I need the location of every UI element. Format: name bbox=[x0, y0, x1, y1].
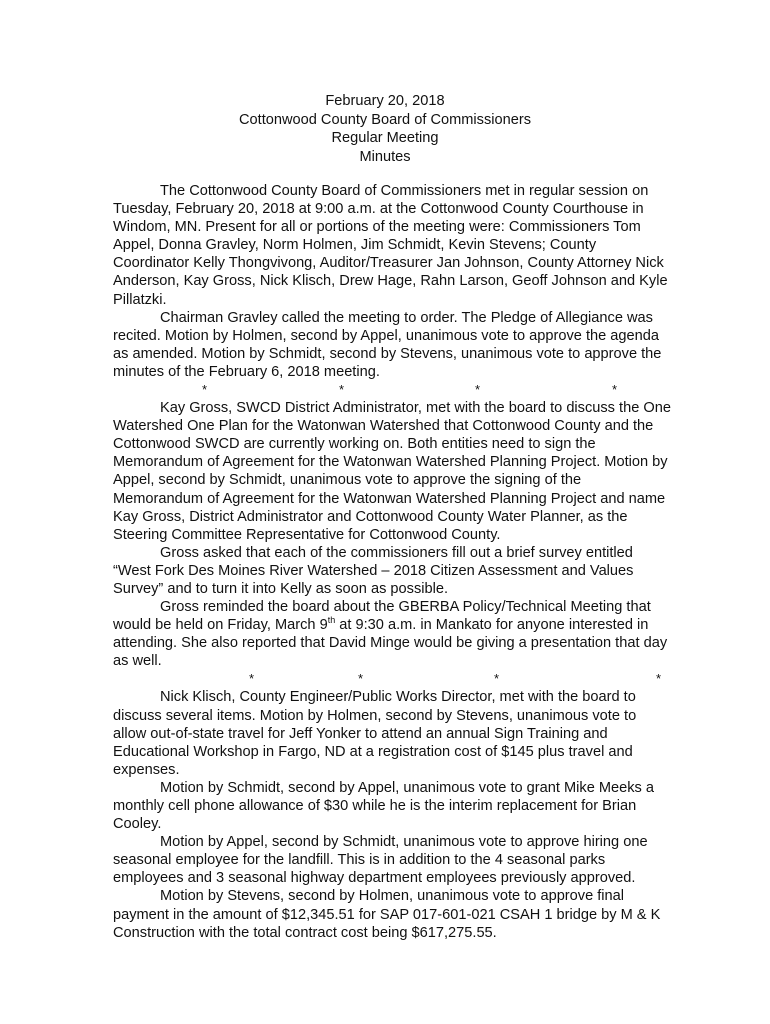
document-header bbox=[0, 92, 770, 166]
section-separator bbox=[113, 381, 673, 399]
gberba-text-end: at 9:30 a.m. in Mankato for anyone interested in attending. She also reported that David Minge would be giving a presentation that day as well. bbox=[113, 617, 668, 670]
paragraph-gberba-meeting bbox=[113, 598, 673, 670]
separator-star: * bbox=[612, 382, 618, 398]
gberba-text-start: Gross reminded the board about the GBERBA Policy/Technical Meeting that would be held on Friday, March 9 bbox=[113, 599, 651, 634]
meeting-type: Regular Meeting bbox=[331, 130, 439, 147]
separator-star: * bbox=[656, 671, 662, 687]
separator-star: * bbox=[339, 382, 345, 398]
board-name: Cottonwood County Board of Commissioners bbox=[238, 111, 531, 128]
section-separator bbox=[113, 670, 673, 688]
separator-star: * bbox=[202, 382, 208, 398]
paragraph-cell-phone-allowance: Motion by Schmidt, second by Appel, unanimous vote to grant Mike Meeks a monthly cell phone allowance of $30 while he is the interim replacement for Brian Cooley. bbox=[113, 779, 655, 833]
paragraph-session-attendance: The Cottonwood County Board of Commissioners met in regular session on Tuesday, February 20, 2018 at 9:00 a.m. at the Cottonwood County Courthouse in Windom, MN. Present for all or portions of the meeting were: Commissioners Tom Appel, Donna Gravley, Norm Holmen, Jim Schmidt, Kevin Stevens; County Coordinator Kelly Thongvivong, Auditor/Treasurer Jan Johnson, County Attorney Nick Anderson, Kay Gross, Nick Klisch, Drew Hage, Rahn Larson, Geoff Johnson and Kyle Pillatzki. bbox=[113, 183, 668, 308]
paragraph-swcd-watershed: Kay Gross, SWCD District Administrator, met with the board to discuss the One Watershed One Plan for the Watonwan Watershed that Cottonwood County and the Cottonwood SWCD are currently working on. Both entities need to sign the Memorandum of Agreement for the Watonwan Watershed Planning Project. Motion by Appel, second by Schmidt, unanimous vote to approve the signing of the Memorandum of Agreement for the Watonwan Watershed Planning Project and name Kay Gross, District Administrator and Cottonwood County Water Planner, as the Steering Committee Representative for Cottonwood County. bbox=[113, 400, 671, 543]
separator-star: * bbox=[475, 382, 481, 398]
paragraph-public-works-travel: Nick Klisch, County Engineer/Public Works Director, met with the board to discuss several items. Motion by Holmen, second by Stevens, unanimous vote to allow out-of-state travel for Jeff Yonker to attend an annual Sign Training and Educational Workshop in Fargo, ND at a registration cost of $145 plus travel and expenses. bbox=[113, 689, 637, 778]
paragraph-survey: Gross asked that each of the commissioners fill out a brief survey entitled “West Fork Des Moines River Watershed – 2018 Citizen Assessment and Values Survey” and to turn it into Kelly as soon as possible. bbox=[113, 544, 634, 597]
separator-star: * bbox=[494, 671, 500, 687]
document-type: Minutes bbox=[359, 148, 411, 165]
separator-star: * bbox=[249, 671, 255, 687]
minutes-body bbox=[113, 182, 673, 942]
paragraph-call-to-order: Chairman Gravley called the meeting to order. The Pledge of Allegiance was recited. Motion by Holmen, second by Appel, unanimous vote to approve the agenda as amended. Motion by Schmidt, second by Stevens, unanimous vote to approve the minutes of the February 6, 2018 meeting. bbox=[113, 309, 662, 380]
paragraph-final-payment: Motion by Stevens, second by Holmen, unanimous vote to approve final payment in the amount of $12,345.51 for SAP 017-601-021 CSAH 1 bridge by M & K Construction with the total contract cost being $617,275.55. bbox=[113, 888, 661, 941]
ordinal-suffix: th bbox=[327, 615, 336, 626]
meeting-date: February 20, 2018 bbox=[325, 93, 445, 109]
separator-star: * bbox=[358, 671, 364, 687]
paragraph-seasonal-hiring: Motion by Appel, second by Schmidt, unanimous vote to approve hiring one seasonal employee for the landfill. This is in addition to the 4 seasonal parks employees and 3 seasonal highway department employees previously approved. bbox=[113, 834, 648, 887]
